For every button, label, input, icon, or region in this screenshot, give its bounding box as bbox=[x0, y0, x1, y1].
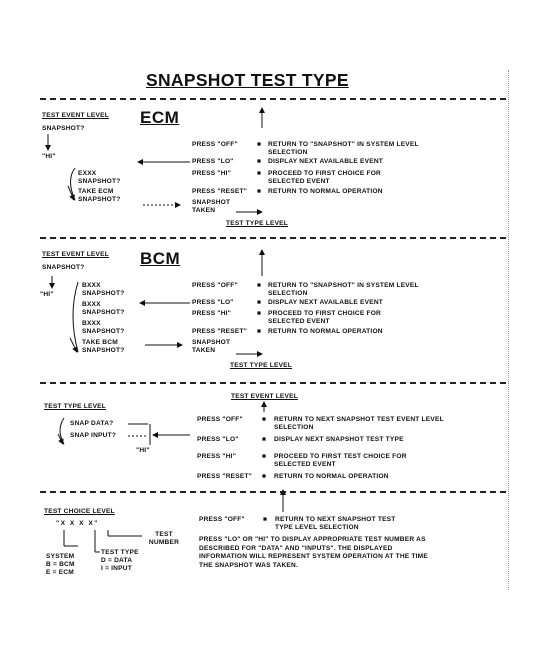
choice-result-off: RETURN TO NEXT SNAPSHOT TEST TYPE LEVEL SELECTION bbox=[275, 516, 396, 531]
ecm-cycle-bracket bbox=[71, 168, 76, 200]
ecm-badge: ECM bbox=[140, 108, 180, 127]
type-result-lo: DISPLAY NEXT SNAPSHOT TEST TYPE bbox=[274, 436, 404, 443]
bcm-result-lo: DISPLAY NEXT AVAILABLE EVENT bbox=[268, 299, 384, 306]
bcm-cycle-bracket bbox=[73, 282, 78, 352]
ecm-key-reset: PRESS "RESET" bbox=[192, 188, 248, 195]
bcm-result-off: RETURN TO "SNAPSHOT" IN SYSTEM LEVEL SELECTION bbox=[268, 282, 419, 297]
type-result-reset: RETURN TO NORMAL OPERATION bbox=[274, 473, 389, 480]
ecm-key-off: PRESS "OFF" bbox=[192, 141, 238, 148]
ecm-result-reset: RETURN TO NORMAL OPERATION bbox=[268, 188, 383, 195]
bcm-key-lo: PRESS "LO" bbox=[192, 299, 234, 306]
ecm-result-off: RETURN TO "SNAPSHOT" IN SYSTEM LEVEL SELECTION bbox=[268, 141, 419, 156]
ecm-level-header: TEST EVENT LEVEL bbox=[42, 112, 109, 119]
ecm-menu-item: EXXX SNAPSHOT? bbox=[78, 170, 121, 185]
bcm-menu-item: BXXX SNAPSHOT? bbox=[82, 320, 125, 335]
choice-key-off: PRESS "OFF" bbox=[199, 516, 245, 523]
ecm-key-lo: PRESS "LO" bbox=[192, 158, 234, 165]
bcm-menu-item: BXXX SNAPSHOT? bbox=[82, 282, 125, 297]
bcm-snapshot-taken: SNAPSHOT TAKEN bbox=[192, 339, 231, 354]
ecm-result-lo: DISPLAY NEXT AVAILABLE EVENT bbox=[268, 158, 384, 165]
bcm-key-hi: PRESS "HI" bbox=[192, 310, 232, 317]
ecm-result-hi: PROCEED TO FIRST CHOICE FOR SELECTED EVENT bbox=[268, 170, 381, 185]
ecm-snapshot-prompt: SNAPSHOT? bbox=[42, 125, 85, 132]
bcm-menu-item: TAKE BCM SNAPSHOT? bbox=[82, 339, 125, 354]
bcm-level-header: TEST EVENT LEVEL bbox=[42, 251, 109, 258]
type-key-hi: PRESS "HI" bbox=[197, 453, 237, 460]
choice-test-type: TEST TYPE bbox=[101, 549, 139, 556]
choice-test-number: TEST NUMBER bbox=[148, 531, 180, 546]
bcm-result-reset: RETURN TO NORMAL OPERATION bbox=[268, 328, 383, 335]
choice-system: SYSTEM bbox=[46, 553, 75, 560]
bcm-next-level: TEST TYPE LEVEL bbox=[230, 362, 292, 369]
ecm-snapshot-taken: SNAPSHOT TAKEN bbox=[192, 199, 231, 214]
type-hi-label: "HI" bbox=[136, 447, 150, 454]
bcm-hi-label: "HI" bbox=[40, 291, 54, 298]
ecm-next-level: TEST TYPE LEVEL bbox=[226, 220, 288, 227]
type-menu-item: SNAP DATA? bbox=[70, 420, 114, 427]
type-level-header: TEST TYPE LEVEL bbox=[44, 403, 106, 410]
type-result-hi: PROCEED TO FIRST TEST CHOICE FOR SELECTED EVENT bbox=[274, 453, 407, 468]
choice-test-type-value: I = INPUT bbox=[101, 565, 132, 572]
choice-system-value: E = ECM bbox=[46, 569, 74, 576]
ecm-key-hi: PRESS "HI" bbox=[192, 170, 232, 177]
choice-system-value: B = BCM bbox=[46, 561, 75, 568]
ecm-hi-label: "HI" bbox=[42, 153, 56, 160]
bcm-key-reset: PRESS "RESET" bbox=[192, 328, 248, 335]
choice-lo-hi-text: PRESS "LO" OR "HI" TO DISPLAY APPROPRIATE TEST NUMBER AS DESCRIBED FOR "DATA" AND "INPUTS". THE DISPLAYED INFORMATION WILL REPRESENT SYSTEM OPERATION AT THE TIME THE SNAPSHOT WAS TAKEN. bbox=[199, 536, 428, 569]
bcm-badge: BCM bbox=[140, 249, 181, 268]
choice-level-header: TEST CHOICE LEVEL bbox=[44, 508, 115, 515]
type-key-off: PRESS "OFF" bbox=[197, 416, 243, 423]
page-title: SNAPSHOT TEST TYPE bbox=[146, 70, 349, 90]
choice-test-type-value: D = DATA bbox=[101, 557, 133, 564]
bcm-menu-item: BXXX SNAPSHOT? bbox=[82, 301, 125, 316]
ecm-menu-item: TAKE ECM SNAPSHOT? bbox=[78, 188, 121, 203]
choice-code: "X X X X" bbox=[56, 520, 99, 527]
type-result-off: RETURN TO NEXT SNAPSHOT TEST EVENT LEVEL SELECTION bbox=[274, 416, 444, 431]
bcm-key-off: PRESS "OFF" bbox=[192, 282, 238, 289]
type-above-label: TEST EVENT LEVEL bbox=[231, 393, 298, 400]
bcm-snapshot-prompt: SNAPSHOT? bbox=[42, 264, 85, 271]
bcm-result-hi: PROCEED TO FIRST CHOICE FOR SELECTED EVENT bbox=[268, 310, 381, 325]
type-menu-item: SNAP INPUT? bbox=[70, 432, 117, 439]
type-key-lo: PRESS "LO" bbox=[197, 436, 239, 443]
type-key-reset: PRESS "RESET" bbox=[197, 473, 253, 480]
